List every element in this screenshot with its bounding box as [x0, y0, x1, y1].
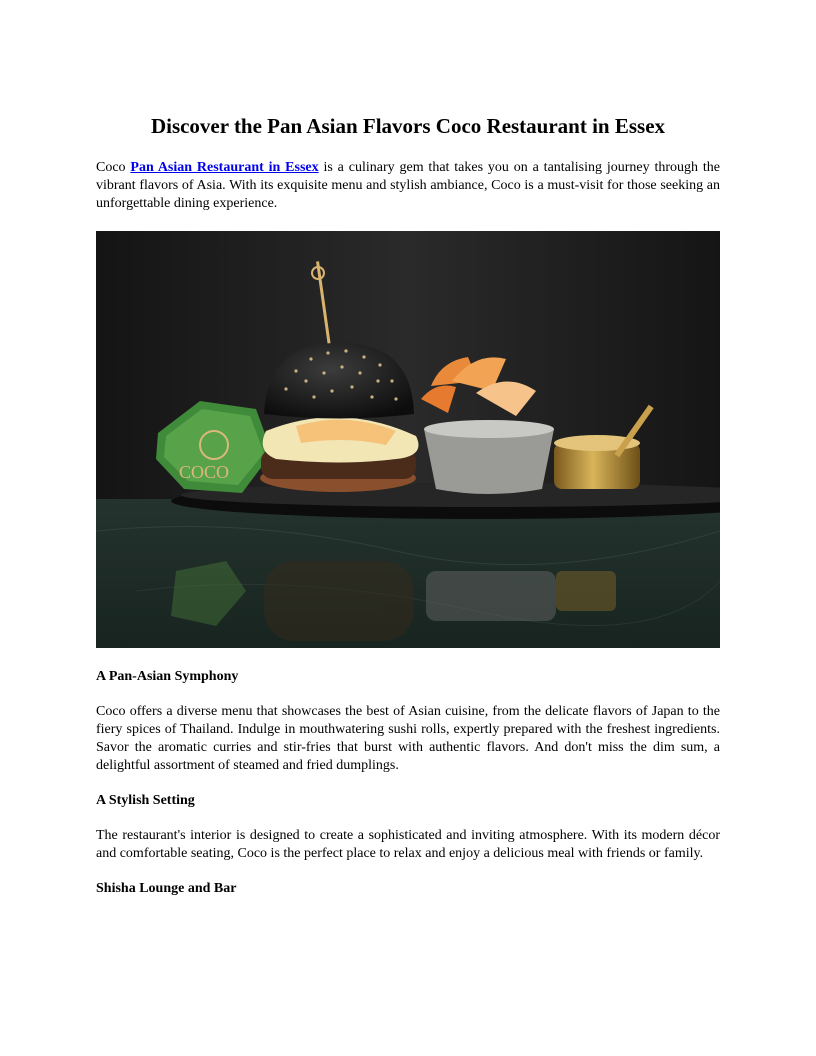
intro-paragraph [96, 159, 720, 213]
burger-photo [96, 231, 720, 648]
article [96, 112, 720, 898]
intro-text-after-link: is a culinary gem that takes you on a tantalising journey through the vibrant flavors of Asia. With its exquisite menu and stylish ambiance, Coco is a must-visit for those seeking an unforgettable dining experience. [96, 160, 720, 211]
section-body-setting: The restaurant's interior is designed to create a sophisticated and inviting atmosphere. With its modern décor and comfortable seating, Coco is the perfect place to relax and enjoy a delicious meal with friends or family. [96, 828, 720, 861]
section-heading-symphony: A Pan-Asian Symphony [96, 669, 239, 684]
section-heading-shisha: Shisha Lounge and Bar [96, 881, 237, 896]
intro-text-before-link: Coco [96, 160, 131, 175]
section-heading-setting: A Stylish Setting [96, 793, 195, 808]
restaurant-link[interactable]: Pan Asian Restaurant in Essex [130, 160, 319, 175]
section-body-symphony: Coco offers a diverse menu that showcases the best of Asian cuisine, from the delicate flavors of Japan to the fiery spices of Thailand. Indulge in mouthwatering sushi rolls, expertly prepared with the freshest ingredients. Savor the aromatic curries and stir-fries that burst with authentic flavors. And don't miss the dim sum, a delightful assortment of steamed and fried dumplings. [96, 704, 720, 773]
page-title: Discover the Pan Asian Flavors Coco Restaurant in Essex [150, 114, 666, 138]
logo-lettering: COCO [179, 462, 230, 482]
